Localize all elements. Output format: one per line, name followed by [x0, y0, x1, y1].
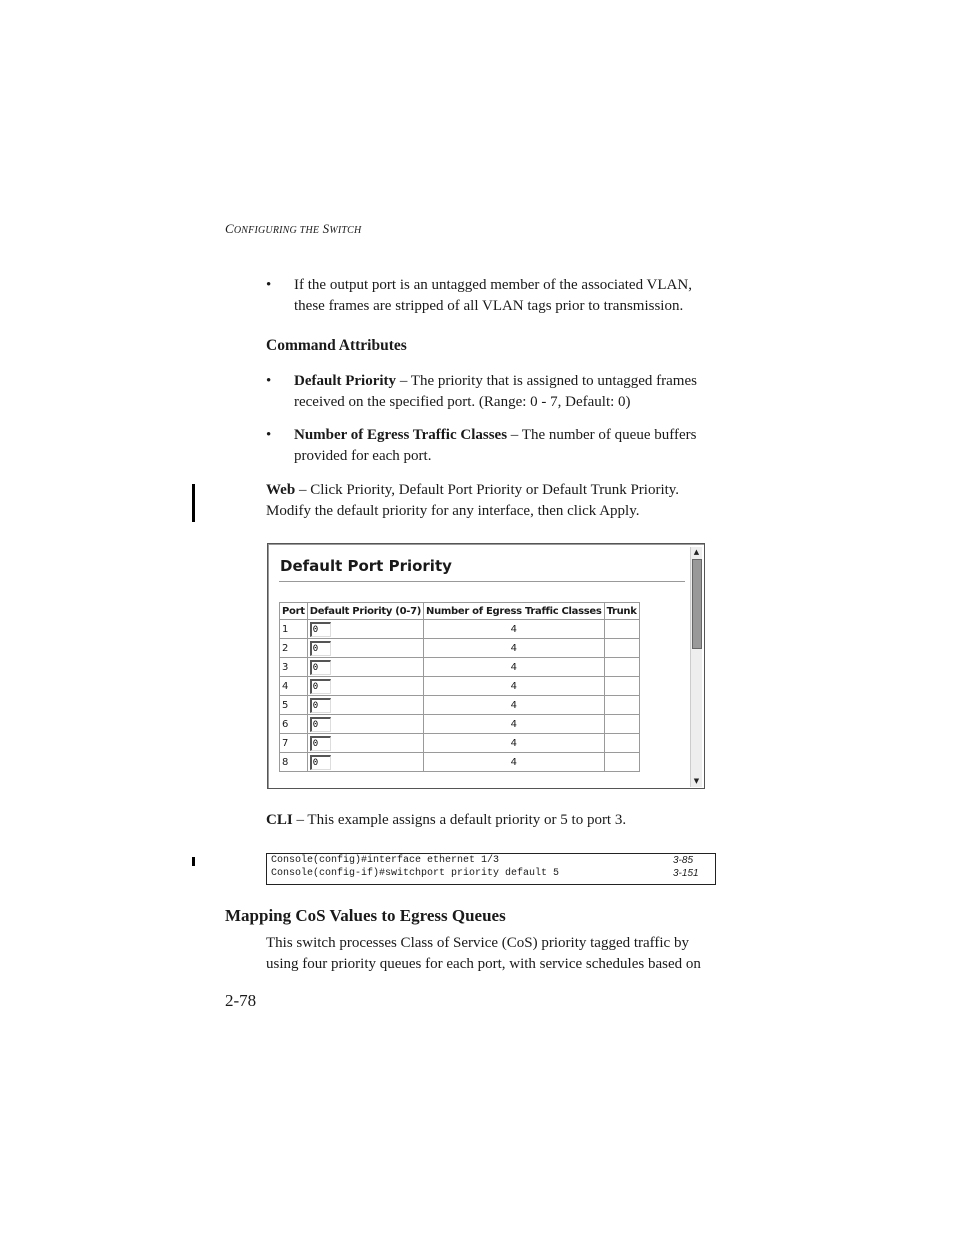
header-initial-2: S [322, 221, 330, 236]
priority-input[interactable] [310, 641, 331, 656]
web-lead: Web [266, 482, 296, 498]
priority-input[interactable] [310, 660, 331, 675]
cli-text: – This example assigns a default priority or 5 to port 3. [292, 812, 627, 828]
egress-cell: 4 [424, 734, 605, 753]
title-divider [279, 581, 685, 582]
priority-input[interactable] [310, 679, 331, 694]
port-cell: 5 [280, 696, 308, 715]
egress-cell: 4 [424, 696, 605, 715]
attribute-description: – The priority that is assigned to untagged frames received on the specified port. (Range: 0 - 7, Default: 0) [294, 373, 697, 410]
trunk-cell [604, 696, 639, 715]
egress-cell: 4 [424, 677, 605, 696]
cli-code-box [266, 853, 716, 885]
attribute-egress-classes [294, 425, 724, 466]
scroll-up-arrow-icon[interactable]: ▲ [693, 548, 700, 556]
default-port-priority-screenshot [267, 543, 705, 789]
attribute-default-priority [294, 371, 724, 412]
web-text: – Click Priority, Default Port Priority or Default Trunk Priority. Modify the default priority for any interface, then click Apply. [266, 482, 680, 519]
bullet-symbol: • [266, 427, 272, 443]
change-bar [192, 857, 195, 866]
priority-input[interactable] [310, 622, 331, 637]
scroll-down-arrow-icon[interactable]: ▼ [693, 777, 700, 785]
table-row [280, 734, 640, 753]
port-cell: 2 [280, 639, 308, 658]
egress-cell: 4 [424, 753, 605, 772]
priority-cell [307, 734, 423, 753]
page-number: 2-78 [225, 991, 257, 1010]
port-cell: 8 [280, 753, 308, 772]
priority-cell [307, 677, 423, 696]
trunk-cell [604, 639, 639, 658]
web-paragraph [266, 480, 711, 521]
section-paragraph: This switch processes Class of Service (CoS) priority tagged traffic by using four priority queues for each port, with service schedules based on [266, 935, 701, 972]
running-header [225, 221, 361, 237]
priority-cell [307, 753, 423, 772]
command-attributes-heading: Command Attributes [266, 337, 407, 354]
table-row [280, 753, 640, 772]
vertical-scrollbar[interactable] [690, 547, 702, 787]
priority-input[interactable] [310, 717, 331, 732]
column-header-trunk: Trunk [604, 603, 639, 620]
port-cell: 4 [280, 677, 308, 696]
trunk-cell [604, 620, 639, 639]
egress-cell: 4 [424, 620, 605, 639]
screen-title: Default Port Priority [280, 557, 452, 575]
table-row [280, 677, 640, 696]
cli-lead: CLI [266, 812, 293, 828]
scroll-thumb[interactable] [692, 559, 702, 649]
priority-cell [307, 658, 423, 677]
section-heading: Mapping CoS Values to Egress Queues [225, 906, 506, 925]
table-row [280, 715, 640, 734]
header-initial-1: C [225, 221, 234, 236]
trunk-cell [604, 734, 639, 753]
bullet-symbol: • [266, 373, 272, 389]
priority-cell [307, 620, 423, 639]
table-row [280, 658, 640, 677]
column-header-default-priority: Default Priority (0-7) [307, 603, 423, 620]
priority-cell [307, 639, 423, 658]
trunk-cell [604, 658, 639, 677]
priority-cell [307, 715, 423, 734]
header-rest-1: ONFIGURING THE [233, 225, 320, 236]
attribute-term: Default Priority [294, 373, 397, 389]
cli-command-line: Console(config)#interface ethernet 1/3 [271, 855, 500, 866]
table-header-row [280, 603, 640, 620]
cli-paragraph [266, 810, 711, 831]
port-cell: 6 [280, 715, 308, 734]
cli-reference: 3-85 [673, 855, 694, 866]
trunk-cell [604, 715, 639, 734]
port-cell: 1 [280, 620, 308, 639]
bullet-symbol: • [266, 277, 272, 293]
change-bar [192, 484, 195, 522]
attribute-term: Number of Egress Traffic Classes [294, 427, 508, 443]
priority-input[interactable] [310, 698, 331, 713]
egress-cell: 4 [424, 639, 605, 658]
column-header-egress-classes: Number of Egress Traffic Classes [424, 603, 605, 620]
attribute-description: – The number of queue buffers provided for each port. [294, 427, 697, 464]
table-row [280, 639, 640, 658]
egress-cell: 4 [424, 715, 605, 734]
port-cell: 3 [280, 658, 308, 677]
column-header-port: Port [280, 603, 308, 620]
priority-input[interactable] [310, 755, 331, 770]
trunk-cell [604, 677, 639, 696]
bullet-untagged-text: If the output port is an untagged member of the associated VLAN, these frames are stripped of all VLAN tags prior to transmission. [294, 277, 692, 314]
table-row [280, 620, 640, 639]
header-rest-2: WITCH [329, 225, 362, 236]
port-cell: 7 [280, 734, 308, 753]
trunk-cell [604, 753, 639, 772]
priority-cell [307, 696, 423, 715]
egress-cell: 4 [424, 658, 605, 677]
priority-input[interactable] [310, 736, 331, 751]
cli-reference: 3-151 [673, 868, 699, 879]
table-row [280, 696, 640, 715]
priority-table [279, 602, 640, 772]
cli-command-line: Console(config-if)#switchport priority default 5 [271, 868, 560, 879]
